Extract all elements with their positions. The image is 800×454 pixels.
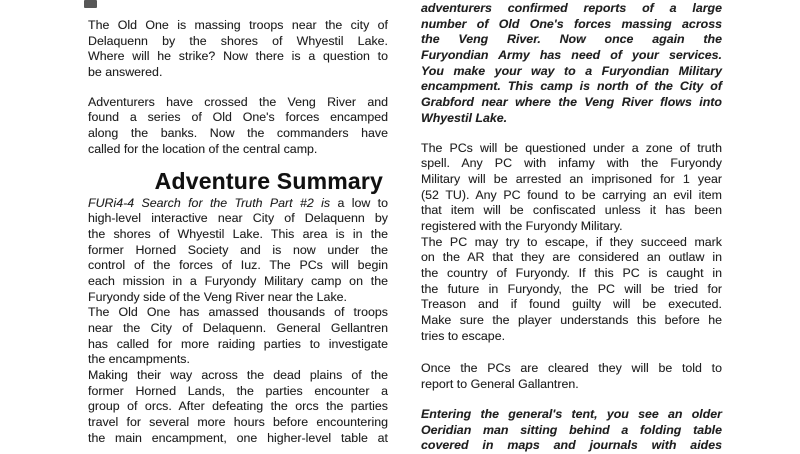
text-line: high-level interactive near City of Delaquenn by	[88, 211, 388, 226]
text-line: found a series of Old One's forces encamped	[88, 110, 388, 125]
text-line: the Veng River. Now once again the	[421, 32, 722, 47]
text-line: the encampments.	[88, 352, 190, 367]
paragraph	[88, 18, 388, 81]
text-line: The PCs will be questioned under a zone of truth	[421, 140, 722, 155]
left-column	[88, 18, 388, 447]
text-line: Delaquenn by the shores of Whyestil Lake.	[88, 33, 388, 48]
text-line: former Horned Lands, the parties encounter a	[88, 383, 388, 398]
text-line: Make sure the player understands this before he	[421, 313, 722, 328]
text-line: (52 TU). Any PC found to be carrying an evil item	[421, 187, 722, 202]
text-line: covered in maps and journals with aides	[421, 438, 722, 453]
text-line: that item will be confiscated unless it has been	[421, 203, 722, 218]
text-line: the country of Furyondy. If this PC is caught in	[421, 266, 722, 280]
text-line: The Old One is massing troops near the city of	[88, 18, 388, 32]
text-line: has called for more raiding parties to investigate	[88, 336, 388, 351]
text-line: Making their way across the dead plains of the	[88, 368, 388, 383]
text-line: group of orcs. After defeating the orcs the parties	[88, 399, 388, 414]
text-line: The PC may try to escape, if they succeed mark	[421, 234, 722, 249]
text-line: be answered.	[88, 65, 163, 80]
text-segment: a low to	[337, 195, 388, 210]
text-line: spell. Any PC with infamy with the Furyondy	[421, 156, 722, 171]
text-line: registered with the Furyondy Military.	[421, 218, 623, 233]
text-line: Oeridian man sitting behind a folding table	[421, 422, 722, 437]
scan-artifact-mark	[84, 0, 97, 8]
paragraph	[88, 95, 388, 158]
paragraph	[421, 407, 722, 454]
text-line: each mission in a Furyondy Military camp on the	[88, 273, 388, 288]
text-line: on the AR that they are considered an outlaw in	[421, 250, 722, 265]
text-line: Entering the general's tent, you see an older	[421, 406, 722, 421]
text-line: the shores of Whyestil Lake. This area is in the	[88, 226, 388, 241]
text-line: along the banks. Now the commanders have	[88, 126, 388, 141]
text-line: Treason and if found guilty will be executed.	[421, 297, 722, 312]
text-line: called for the location of the central camp.	[88, 141, 318, 156]
text-line: travel for several more hours before encountering	[88, 415, 388, 430]
text-line: near the City of Delaquenn. General Gellantren	[88, 321, 388, 335]
text-line: Whyestil Lake.	[421, 110, 508, 125]
right-column	[421, 1, 722, 454]
text-line: former Horned Society and is now under the	[88, 242, 388, 257]
text-line: Adventurers have crossed the Veng River and	[88, 94, 388, 109]
text-line: You make your way to a Furyondian Military	[421, 63, 722, 78]
text-line: Military will be arrested an imprisoned for 1 year	[421, 171, 722, 186]
text-line: number of Old One's forces massing across	[421, 16, 722, 31]
paragraph	[88, 305, 388, 368]
text-line: Where will he strike? Now there is a question to	[88, 49, 388, 64]
text-line: Grabford near where the Veng River flows into	[421, 95, 722, 110]
italic-text-segment: FURi4-4 Search for the Truth Part #2 is	[88, 195, 338, 210]
paragraph	[88, 196, 388, 306]
text-line: Once the PCs are cleared they will be told to	[421, 361, 722, 376]
text-line: the main encampment, one higher-level table at	[88, 430, 388, 445]
section-heading: Adventure Summary	[154, 167, 383, 194]
paragraph	[421, 361, 722, 392]
paragraph	[421, 235, 722, 345]
text-line: report to General Gallantren.	[421, 377, 579, 392]
text-line: tries to escape.	[421, 328, 506, 343]
text-line: Furyondian Army has need of your services.	[421, 48, 722, 63]
text-line: encampment. This camp is north of the City of	[421, 79, 722, 94]
paragraph	[421, 1, 722, 127]
text-line: control of the forces of Iuz. The PCs will begin	[88, 258, 388, 273]
text-line: adventurers confirmed reports of a large	[421, 1, 722, 15]
text-line: The Old One has amassed thousands of troops	[88, 305, 388, 320]
text-line	[88, 196, 388, 212]
paragraph	[88, 368, 388, 446]
text-line: Furyondy side of the Veng River near the Lake.	[88, 289, 347, 304]
paragraph	[421, 141, 722, 235]
text-line: the future in Furyondy, the PC will be tried for	[421, 281, 722, 296]
